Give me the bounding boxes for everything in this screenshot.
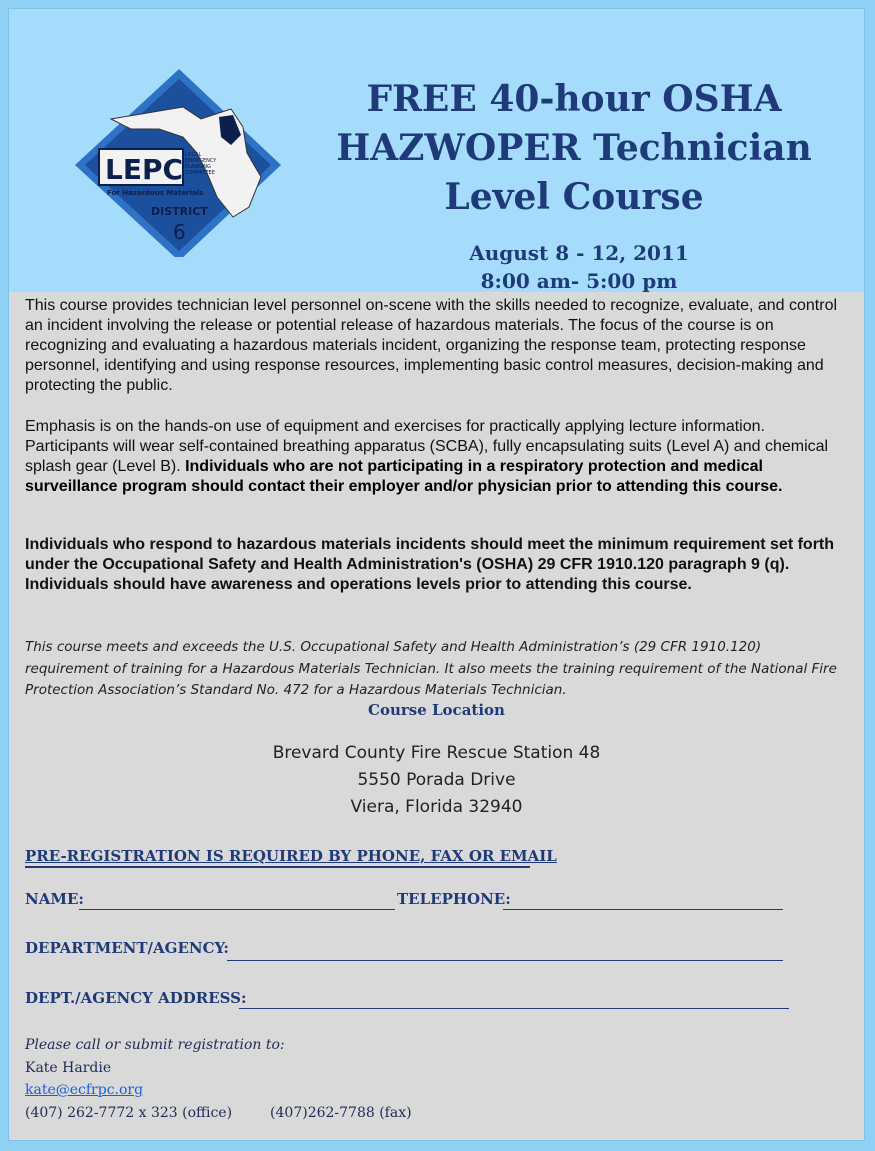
location-line-2: 5550 Porada Drive <box>357 770 516 790</box>
emphasis-warning: Individuals who are not participating in a respiratory protection and medical surveillance program should contact their employer and/or physician prior to attending this course. <box>25 458 783 495</box>
department-label: DEPARTMENT/AGENCY: <box>25 939 229 957</box>
name-field[interactable] <box>79 909 395 910</box>
logo-letters: LEPC <box>105 153 184 186</box>
location-line-3: Viera, Florida 32940 <box>350 797 523 817</box>
address-field[interactable] <box>239 1008 789 1009</box>
logo-subtitle: For Hazardous Materials <box>107 189 204 197</box>
logo-small-text-4: COMMITTEE <box>185 170 215 176</box>
course-schedule <box>409 239 749 295</box>
contact-fax: (407)262-7788 (fax) <box>270 1104 412 1121</box>
preregistration-notice: PRE-REGISTRATION IS REQUIRED BY PHONE, FAX OR EMAIL <box>25 847 557 865</box>
telephone-field[interactable] <box>503 909 783 910</box>
location-address <box>9 740 864 821</box>
flyer-page <box>8 8 865 1141</box>
logo-small-text-2: EMERGENCY <box>185 158 217 164</box>
course-date: August 8 - 12, 2011 <box>469 241 689 265</box>
course-time: 8:00 am- 5:00 pm <box>480 269 678 293</box>
emphasis-text: Emphasis is on the hands-on use of equipment and exercises for practically applying lecture information. Participants will wear self-contained breathing apparatus (SCBA), fully encapsulating suits (Level A) and chemical splash gear (Level B). <box>25 418 829 475</box>
name-label: NAME: <box>25 890 84 908</box>
location-heading: Course Location <box>368 701 505 719</box>
address-label: DEPT./AGENCY ADDRESS: <box>25 989 247 1007</box>
course-description: This course provides technician level personnel on-scene with the skills needed to recognize, evaluate, and control an incident involving the release or potential release of hazardous materials. The focus of the course is on recognizing and evaluating a hazardous materials incident, organizing the response team, protecting response personnel, identifying and using response resources, implementing basic control measures, decision-making and protecting the public. <box>25 297 838 394</box>
logo-district-number: 6 <box>173 220 186 244</box>
contact-phone: (407) 262-7772 x 323 (office) <box>25 1104 233 1121</box>
logo-small-text-3: PLANNING <box>185 164 211 170</box>
logo-district-label: DISTRICT <box>151 205 208 218</box>
title-line-2: HAZWOPER Technician <box>336 127 812 169</box>
course-title <box>309 75 839 222</box>
contact-name: Kate Hardie <box>25 1059 112 1076</box>
course-compliance-note: This course meets and exceeds the U.S. Occupational Safety and Health Administration’s (29 CFR 1910.120) requirement of training for a Hazardous Materials Technician. It also meets the training requirement of the National Fire Protection Association’s Standard No. 472 for a Hazardous Materials Technician. <box>25 639 837 698</box>
course-requirements: Individuals who respond to hazardous materials incidents should meet the minimum requirement set forth under the Occupational Safety and Health Administration's (OSHA) 29 CFR 1910.120 paragraph 9 (q). Individuals should have awareness and operations levels prior to attending this course. <box>25 536 835 593</box>
contact-email-link[interactable]: kate@ecfrpc.org <box>25 1082 144 1098</box>
location-line-1: Brevard County Fire Rescue Station 48 <box>272 743 601 763</box>
course-emphasis <box>25 417 851 497</box>
title-line-1: FREE 40-hour OSHA <box>366 78 782 120</box>
title-line-3: Level Course <box>444 176 704 218</box>
lepc-district-logo <box>71 57 291 257</box>
preregistration-underline <box>25 866 530 868</box>
logo-small-text-1: LOCAL <box>185 152 202 158</box>
department-field[interactable] <box>227 960 783 961</box>
contact-block <box>25 1034 412 1124</box>
contact-intro: Please call or submit registration to: <box>25 1037 285 1053</box>
telephone-label: TELEPHONE: <box>397 890 511 908</box>
